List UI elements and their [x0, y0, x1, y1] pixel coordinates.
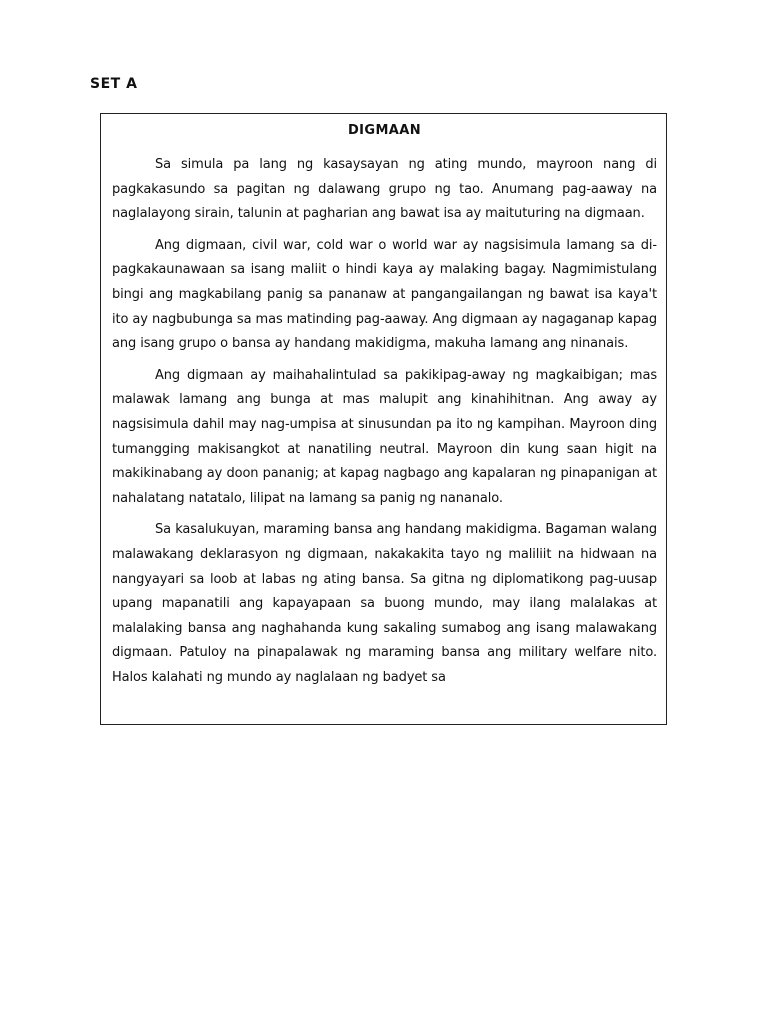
set-label: SET A [90, 76, 138, 92]
passage-title: DIGMAAN [347, 123, 422, 138]
passage-paragraph-1: Sa simula pa lang ng kasaysayan ng ating mundo, mayroon nang di pagkakasundo sa pagitan ng dalawang grupo ng tao. Anumang pag-aaway na naglalayong sirain, talunin at pagharian ang bawat isa ay maituturing na digmaan. [112, 157, 657, 222]
passage-paragraph-2: Ang digmaan, civil war, cold war o world war ay nagsisimula lamang sa di-pagkakaunawaan sa isang maliit o hindi kaya ay malaking bagay. Nagmimistulang bingi ang magkabilang panig sa pananaw at pangangailangan ng bawat isa kaya't ito ay nagbubunga sa mas matinding pag-aaway. Ang digmaan ay nagaganap kapag ang isang grupo o bansa ay handang makidigma, makuha lamang ang ninanais. [112, 237, 657, 352]
passage-paragraph-4: Sa kasalukuyan, maraming bansa ang handang makidigma. Bagaman walang malawakang deklarasyon ng digmaan, nakakakita tayo ng maliliit na hidwaan na nangyayari sa loob at labas ng ating bansa. Sa gitna ng diplomatikong pag-uusap upang mapanatili ang kapayapaan sa buong mundo, may ilang malalakas at malalaking bansa ang naghahanda kung sakaling sumabog ang isang malawakang digmaan. Patuloy na pinapalawak ng maraming bansa ang military welfare nito. Halos kalahati ng mundo ay naglalaan ng badyet sa [112, 522, 657, 685]
reading-passage-box [100, 113, 667, 725]
passage-paragraph-3: Ang digmaan ay maihahalintulad sa pakikipag-away ng magkaibigan; mas malawak lamang ang bunga at mas malupit ang kinahihitnan. Ang away ay nagsisimula dahil may nag-umpisa at sinusundan pa ito ng kampihan. Mayroon ding tumangging makisangkot at nanatiling neutral. Mayroon din kung saan higit na makikinabang ay doon pananig; at kapag nagbago ang kapalaran ng pinapanigan at nahalatang natatalo, lilipat na lamang sa panig ng nananalo. [112, 367, 657, 506]
